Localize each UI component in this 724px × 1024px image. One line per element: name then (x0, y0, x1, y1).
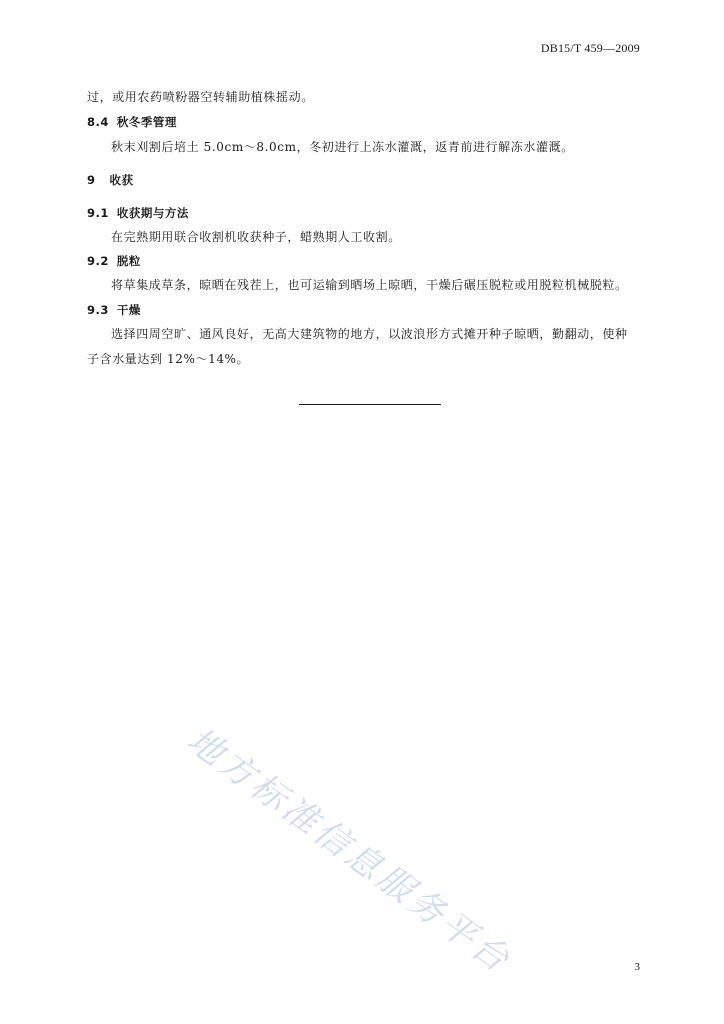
section-9-3-paragraph-line-1: 选择四周空旷、通风良好，无高大建筑物的地方，以波浪形方式摊开种子晾晒，勤翻动，使种 (111, 327, 628, 341)
watermark: 地方标准信息服务平台 (179, 720, 519, 982)
section-title: 收获 (109, 173, 134, 187)
standard-code-header: DB15/T 459—2009 (540, 41, 640, 55)
section-title: 脱粒 (116, 254, 141, 268)
section-number: 9.3 (87, 303, 109, 317)
section-number: 9.1 (87, 206, 109, 220)
section-9-1-heading (87, 205, 189, 221)
page-number: 3 (634, 961, 640, 973)
end-of-document-rule (299, 404, 441, 405)
section-9-2-heading (87, 253, 141, 269)
section-9-2-paragraph: 将草集成草条，晾晒在残茬上，也可运输到晒场上晾晒，干燥后碾压脱粒或用脱粒机械脱粒。 (111, 278, 628, 292)
section-8-4-paragraph: 秋末刈割后培土 5.0cm～8.0cm，冬初进行上冻水灌溉，返青前进行解冻水灌溉。 (111, 140, 574, 154)
section-9-3-paragraph-line-2: 子含水量达到 12%～14%。 (87, 352, 250, 366)
section-number: 9 (87, 173, 96, 187)
section-title: 秋冬季管理 (116, 115, 177, 129)
section-title: 干燥 (116, 303, 141, 317)
section-number: 8.4 (87, 115, 109, 129)
section-number: 9.2 (87, 254, 109, 268)
section-9-heading (87, 172, 134, 188)
section-8-4-heading (87, 114, 177, 130)
continuation-text: 过，或用农药喷粉器空转辅助植株摇动。 (87, 90, 314, 104)
section-9-3-heading (87, 302, 141, 318)
section-9-1-paragraph: 在完熟期用联合收割机收获种子，蜡熟期人工收割。 (111, 230, 401, 244)
section-title: 收获期与方法 (116, 206, 189, 220)
